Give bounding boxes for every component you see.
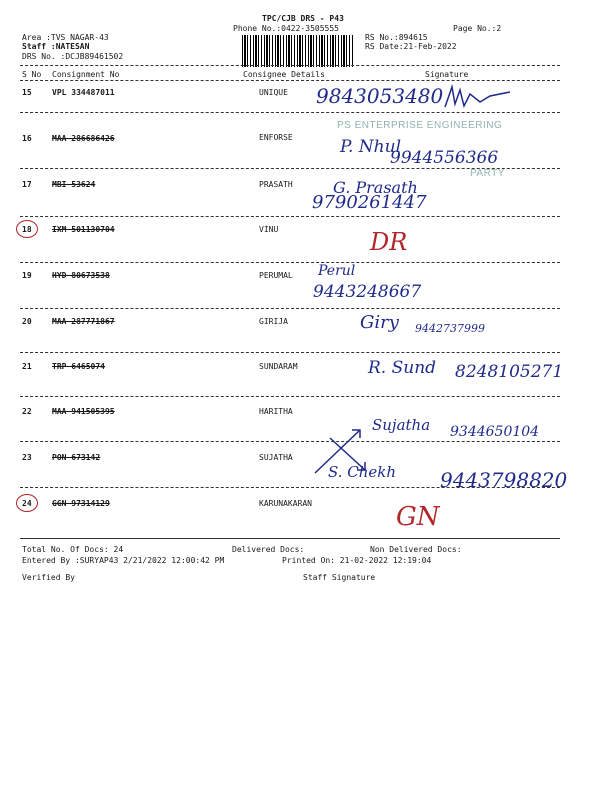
row-sno: 21 [22,362,32,371]
column-consignee: Consignee Details [243,70,325,79]
row-divider [20,262,560,263]
non-delivered-docs: Non Delivered Docs: [370,545,462,554]
row-divider [20,441,560,442]
row-sno: 15 [22,88,32,97]
rs-date: RS Date:21-Feb-2022 [365,42,457,51]
row-sno: 18 [22,225,32,234]
printed-on: Printed On: 21-02-2022 12:19:04 [282,556,432,565]
row-consignee: ENFORSE [259,133,293,142]
row-divider [20,352,560,353]
column-signature: Signature [425,70,469,79]
drs-number: DRS No. :DCJB89461502 [22,52,124,61]
row-consignee: HARITHA [259,407,293,416]
page-number: Page No.:2 [453,24,502,33]
row-handwriting: GN [396,502,440,532]
row-consignment: IXM 501130704 [52,225,115,234]
staff-label: Staff :NATESAN [22,42,90,51]
row-consignment: TRP 6465074 [52,362,105,371]
staff-signature: Staff Signature [303,573,376,582]
row-consignee: KARUNAKARAN [259,499,312,508]
company-stamp: PS ENTERPRISE ENGINEERING [337,120,503,131]
row-consignment: HYD 80673538 [52,271,110,280]
row-consignment: GGN 97314129 [52,499,110,508]
row-consignee: SUJATHA [259,453,293,462]
row-handwriting: 9443798820 [440,468,568,492]
row-divider [20,216,560,217]
column-consignment: Consignment No [52,70,120,79]
row-handwriting: 9443248667 [313,282,422,302]
row-handwriting: Sujatha [372,416,431,434]
row-divider [20,487,560,488]
row-consignment: PON 673142 [52,453,101,462]
row-divider [20,396,560,397]
row-consignee: VINU [259,225,279,234]
row-divider [20,308,560,309]
company-stamp: PARTY [470,168,505,179]
row-handwriting: 9790261447 [312,192,427,213]
column-divider [20,80,560,81]
total-docs: Total No. Of Docs: 24 [22,545,124,554]
rs-number: RS No.:894615 [365,33,428,42]
row-consignment: MAA 941505395 [52,407,115,416]
row-consignment: VPL 334487011 [52,88,115,97]
row-handwriting: Perul [318,263,356,279]
row-handwriting: 9944556366 [390,148,499,168]
row-sno: 24 [22,499,32,508]
row-consignee: SUNDARAM [259,362,298,371]
signature-scribble [440,82,520,112]
row-consignee: PERUMAL [259,271,293,280]
column-sno: S No [22,70,42,79]
row-consignee: UNIQUE [259,88,288,97]
row-handwriting: S. Chekh [328,463,397,481]
area-label: Area :TVS NAGAR-43 [22,33,109,42]
row-handwriting: R. Sund [368,358,437,378]
row-handwriting: G. Prasath [333,178,418,197]
row-sno: 20 [22,317,32,326]
row-handwriting: DR [370,228,408,256]
row-handwriting: P. Nhul [340,137,402,157]
row-handwriting: 8248105271 [455,362,564,382]
row-handwriting: 9344650104 [450,424,540,440]
entered-by: Entered By :SURYAP43 2/21/2022 12:00:42 PM [22,556,225,565]
verified-by: Verified By [22,573,75,582]
table-bottom-border [20,538,560,539]
document-title: TPC/CJB DRS - P43 [262,14,344,23]
row-sno: 19 [22,271,32,280]
delivered-docs: Delivered Docs: [232,545,305,554]
row-consignee: PRASATH [259,180,293,189]
row-consignment: MBI 53624 [52,180,96,189]
barcode [242,35,354,67]
header-divider [20,65,560,66]
row-handwriting: Giry [360,312,399,333]
row-sno: 22 [22,407,32,416]
row-sno: 17 [22,180,32,189]
row-sno: 16 [22,134,32,143]
row-consignee: GIRIJA [259,317,288,326]
row-handwriting: 9442737999 [415,322,485,335]
row-sno: 23 [22,453,32,462]
phone-number: Phone No.:0422-3505555 [233,24,339,33]
row-divider [20,112,560,113]
row-consignment: MAA 287771867 [52,317,115,326]
row-consignment: MAA 286686426 [52,134,115,143]
row-handwriting: 9843053480 [316,84,444,108]
